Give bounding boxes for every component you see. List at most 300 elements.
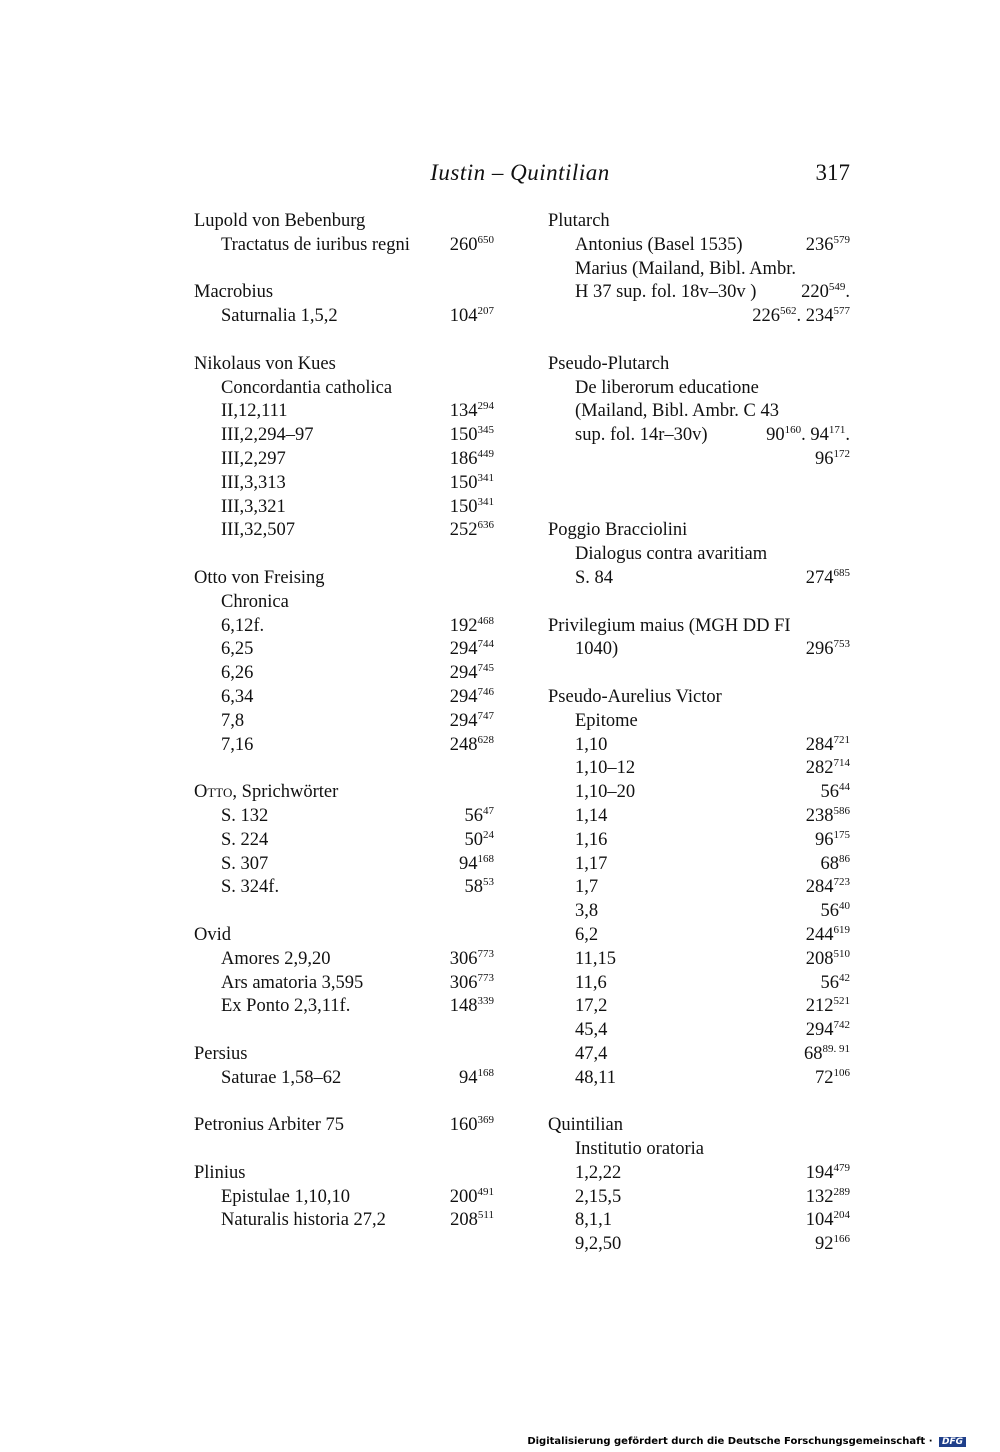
entry-label-text: 3,8 — [575, 901, 599, 922]
entry-label — [194, 1043, 247, 1067]
footnote-number: 510 — [833, 947, 850, 960]
entry-label-text: Marius (Mailand, Bibl. Ambr. — [575, 258, 796, 279]
entry-label — [575, 281, 756, 305]
page-reference — [806, 924, 850, 948]
entry-label — [548, 210, 610, 234]
entry-label-text: Privilegium maius (MGH DD FI — [548, 615, 791, 636]
entry-label — [221, 496, 286, 520]
entry-label — [221, 829, 268, 853]
index-subentry — [194, 972, 494, 996]
page-number-ref: 226 — [752, 306, 780, 327]
footnote-number: 628 — [477, 733, 494, 746]
entry-label — [575, 1186, 621, 1210]
entry-label-text: 11,6 — [575, 972, 607, 993]
footnote-number: 339 — [477, 995, 494, 1008]
page-number-ref: 150 — [449, 496, 478, 517]
entry-label — [575, 1233, 621, 1257]
spacer — [194, 757, 494, 781]
footnote-number: 294 — [477, 400, 494, 413]
page-reference — [450, 638, 494, 662]
entry-label — [548, 1114, 623, 1138]
page-number-ref: 284 — [805, 877, 834, 898]
page-number-ref: 282 — [805, 758, 834, 779]
page-reference — [465, 829, 495, 853]
index-subentry — [194, 829, 494, 853]
entry-label-text: Epitome — [575, 710, 638, 731]
entry-label — [575, 805, 607, 829]
page-reference — [806, 995, 850, 1019]
entry-label — [575, 1209, 612, 1233]
page-number-ref: 274 — [805, 567, 834, 588]
entry-label-text: , Sprichwörter — [232, 782, 339, 803]
page-number-ref: 208 — [450, 1210, 478, 1231]
footnote-number: 172 — [833, 447, 850, 460]
index-subentry — [548, 876, 850, 900]
index-subentry — [194, 377, 494, 401]
page-reference — [450, 972, 494, 996]
entry-label-text: 17,2 — [575, 996, 608, 1017]
page-number-ref: 134 — [449, 401, 478, 422]
index-subentry — [194, 472, 494, 496]
index-subentry — [194, 638, 494, 662]
page-number-ref: 56 — [820, 972, 839, 993]
entry-label — [575, 710, 638, 734]
entry-label-text: 6,12f. — [221, 615, 265, 636]
index-subentry — [548, 853, 850, 877]
page-number-ref: 294 — [805, 1020, 834, 1041]
entry-label — [575, 757, 635, 781]
entry-label — [194, 1114, 344, 1138]
page-number-ref: 96 — [815, 448, 834, 469]
footnote-number: 40 — [839, 900, 850, 913]
footnote-number: 160 — [784, 424, 802, 437]
index-subentry — [194, 734, 494, 758]
page-number-ref: 200 — [449, 1186, 478, 1207]
index-subentry — [194, 519, 494, 543]
footnote-number: 650 — [477, 233, 494, 246]
entry-label-text: Plinius — [194, 1162, 246, 1183]
entry-label-text: Epistulae 1,10,10 — [221, 1186, 350, 1207]
footnote-number: 577 — [833, 305, 850, 318]
spacer — [194, 900, 494, 924]
footnote-number: 721 — [833, 733, 850, 746]
index-entry — [548, 1114, 850, 1138]
page-reference — [806, 567, 850, 591]
entry-label-text: S. 224 — [221, 829, 269, 850]
entry-label — [221, 1209, 386, 1233]
page-number-ref: 234 — [805, 306, 834, 327]
page-number-ref: 252 — [449, 520, 478, 541]
page-reference — [815, 1233, 850, 1257]
entry-label-text: Concordantia catholica — [221, 377, 393, 398]
index-subentry — [194, 305, 494, 329]
entry-label-text: Pseudo-Aurelius Victor — [548, 686, 722, 707]
index-subentry — [548, 829, 850, 853]
entry-label-text: 6,26 — [221, 663, 254, 684]
index-entry — [194, 1114, 494, 1138]
entry-label — [548, 519, 687, 543]
entry-label — [575, 377, 759, 401]
entry-label — [221, 876, 279, 900]
page-reference — [450, 686, 494, 710]
spacer — [194, 329, 494, 353]
index-subentry — [548, 567, 850, 591]
footnote-number: 171 — [828, 424, 846, 437]
entry-label-text: Plutarch — [548, 211, 610, 231]
index-subentry — [194, 424, 494, 448]
entry-label — [548, 353, 669, 377]
spacer — [194, 1019, 494, 1043]
index-subentry — [194, 662, 494, 686]
spacer — [194, 1138, 494, 1162]
footnote-number: 166 — [833, 1233, 850, 1246]
index-subentry — [548, 972, 850, 996]
entry-label — [575, 234, 743, 258]
entry-label-text: Ars amatoria 3,595 — [221, 972, 364, 993]
entry-label — [575, 638, 618, 662]
page-reference — [804, 1043, 850, 1067]
page-reference — [450, 424, 494, 448]
index-subentry — [194, 853, 494, 877]
index-subentry — [194, 1067, 494, 1091]
index-column-right — [548, 210, 850, 1257]
index-subentry — [548, 1233, 850, 1257]
index-subentry — [548, 448, 850, 472]
page-number-ref: 94 — [459, 853, 478, 874]
page-number-ref: 56 — [820, 901, 839, 922]
entry-label-text: 6,34 — [221, 686, 254, 707]
index-subentry — [548, 948, 850, 972]
page-reference — [815, 448, 850, 472]
entry-label-text: 1,7 — [575, 877, 599, 898]
entry-label-text: Naturalis historia 27,2 — [221, 1210, 386, 1231]
page-reference — [450, 615, 494, 639]
page-reference — [766, 424, 850, 448]
page-reference — [801, 281, 850, 305]
footnote-number: 369 — [477, 1114, 494, 1127]
page-number-ref: 220 — [801, 282, 829, 303]
page-number-ref: 90 — [766, 425, 785, 446]
index-subentry — [548, 1043, 850, 1067]
page-number-ref: 56 — [820, 782, 839, 803]
index-subentry — [194, 686, 494, 710]
footnote-number: 747 — [477, 709, 494, 722]
entry-label — [548, 615, 791, 639]
spacer — [548, 496, 850, 520]
entry-label — [575, 1019, 607, 1043]
footnote-number: 773 — [477, 947, 494, 960]
entry-label-text: sup. fol. 14r–30v) — [575, 425, 708, 446]
entry-label-text: Nikolaus von Kues — [194, 353, 336, 374]
spacer — [548, 1090, 850, 1114]
entry-label-text: 1,10 — [575, 734, 608, 755]
page-reference — [806, 1019, 850, 1043]
page-reference — [450, 1114, 494, 1138]
footnote-number: 44 — [839, 781, 850, 794]
entry-label-text: S. 324f. — [221, 877, 280, 898]
footnote-number: 562 — [780, 305, 797, 318]
index-subentry — [194, 805, 494, 829]
entry-label-smallcaps: Otto — [194, 782, 233, 803]
footnote-number: 468 — [477, 614, 494, 627]
index-subentry — [194, 615, 494, 639]
entry-label-text: 1040) — [575, 639, 619, 660]
spacer — [194, 1090, 494, 1114]
entry-label-text: III,32,507 — [221, 520, 295, 541]
index-entry — [194, 781, 494, 805]
entry-label-text: (Mailand, Bibl. Ambr. C 43 — [575, 401, 780, 422]
index-entry — [548, 519, 850, 543]
entry-label-text: II,12,111 — [221, 401, 288, 422]
entry-label-text: 9,2,50 — [575, 1234, 622, 1255]
entry-label-text: Otto von Freising — [194, 567, 325, 588]
page-reference — [806, 948, 850, 972]
page-number-ref: 194 — [805, 1162, 834, 1183]
index-subentry — [548, 734, 850, 758]
index-subentry — [548, 400, 850, 424]
footnote-number: 341 — [477, 471, 494, 484]
index-subentry — [548, 543, 850, 567]
index-entry — [548, 686, 850, 710]
entry-label — [221, 734, 253, 758]
footnote-number: 579 — [833, 233, 850, 246]
index-entry — [194, 1162, 494, 1186]
entry-label-text: III,2,294–97 — [221, 425, 314, 446]
entry-label — [194, 781, 338, 805]
page-reference — [821, 853, 851, 877]
index-subentry — [194, 234, 494, 258]
footnote-number: 47 — [483, 804, 494, 817]
index-subentry — [548, 424, 850, 448]
footnote-number: 42 — [839, 971, 850, 984]
page-reference — [806, 1186, 850, 1210]
index-subentry — [548, 924, 850, 948]
entry-label — [575, 900, 598, 924]
index-subentry — [194, 448, 494, 472]
index-subentry — [194, 496, 494, 520]
entry-label-text: 11,15 — [575, 948, 616, 969]
entry-label-text: 1,10–20 — [575, 782, 636, 803]
entry-label — [194, 567, 325, 591]
entry-label — [194, 281, 273, 305]
entry-label — [194, 353, 336, 377]
entry-label-text: Ovid — [194, 924, 231, 945]
index-entry — [194, 353, 494, 377]
entry-label-text: De liberorum educatione — [575, 377, 759, 398]
entry-label-text: 47,4 — [575, 1043, 608, 1064]
entry-label — [575, 543, 767, 567]
entry-label-text: 2,15,5 — [575, 1186, 622, 1207]
dfg-logo: DFG — [939, 1437, 966, 1447]
page-reference — [459, 853, 494, 877]
entry-label-text: Quintilian — [548, 1115, 624, 1136]
page-number-ref: 104 — [449, 306, 478, 327]
footnote-number: 168 — [477, 1066, 494, 1079]
entry-label — [575, 1067, 616, 1091]
entry-label — [221, 710, 244, 734]
page-number-ref: 148 — [449, 996, 478, 1017]
page-number-ref: 294 — [449, 663, 478, 684]
page-reference — [450, 995, 494, 1019]
footnote-number: 86 — [839, 852, 850, 865]
footnote-number: 773 — [477, 971, 494, 984]
index-subentry — [194, 948, 494, 972]
page-number-ref: 92 — [815, 1234, 834, 1255]
page-reference — [815, 829, 850, 853]
index-subentry — [548, 1138, 850, 1162]
entry-label — [221, 472, 286, 496]
spacer — [548, 472, 850, 496]
index-subentry — [548, 1162, 850, 1186]
entry-label-text: Amores 2,9,20 — [221, 948, 331, 969]
page-reference — [806, 734, 850, 758]
footnote-number: 168 — [477, 852, 494, 865]
index-subentry — [194, 710, 494, 734]
spacer — [194, 543, 494, 567]
footnote-number: 742 — [833, 1019, 850, 1032]
entry-label — [221, 948, 330, 972]
page-number-ref: 248 — [449, 734, 478, 755]
page-number-ref: 260 — [449, 234, 478, 255]
page-number-ref: 294 — [449, 686, 478, 707]
digitization-credit — [527, 1436, 966, 1447]
entry-label — [575, 781, 635, 805]
entry-label — [221, 1186, 350, 1210]
index-subentry — [548, 1067, 850, 1091]
entry-label — [575, 876, 598, 900]
page-number-ref: 96 — [815, 829, 834, 850]
page-number-ref: 132 — [805, 1186, 834, 1207]
entry-label-text: 8,1,1 — [575, 1210, 612, 1231]
index-subentry — [548, 757, 850, 781]
entry-label-text: Dialogus contra avaritiam — [575, 544, 768, 565]
page-reference — [465, 876, 495, 900]
page-reference — [806, 805, 850, 829]
entry-label-text: Pseudo-Plutarch — [548, 353, 670, 374]
entry-label-text: III,2,297 — [221, 448, 286, 469]
index-subentry — [548, 710, 850, 734]
page-reference — [752, 305, 850, 329]
page-number-ref: 294 — [449, 710, 478, 731]
page-number-ref: 68 — [820, 853, 839, 874]
credit-text: Digitalisierung gefördert durch die Deutsche Forschungsgemeinschaft — [527, 1436, 926, 1447]
page-reference — [806, 1209, 850, 1233]
index-entry — [194, 210, 494, 234]
page-reference — [806, 757, 850, 781]
page-number-ref: 236 — [805, 234, 834, 255]
footnote-number: 636 — [477, 519, 494, 532]
page-reference — [821, 972, 851, 996]
index-subentry — [194, 876, 494, 900]
page-reference — [450, 448, 494, 472]
entry-label — [575, 829, 607, 853]
index-entry — [194, 567, 494, 591]
entry-label-text: Institutio oratoria — [575, 1139, 704, 1160]
page-reference — [450, 662, 494, 686]
entry-label — [221, 519, 295, 543]
entry-label-text: Chronica — [221, 591, 289, 612]
entry-label-text: Petronius Arbiter 75 — [194, 1115, 345, 1136]
footnote-number: 289 — [833, 1185, 850, 1198]
entry-label — [575, 995, 607, 1019]
footnote-number: 549 — [828, 281, 846, 294]
footnote-number: 491 — [477, 1185, 494, 1198]
footnote-number: 24 — [483, 828, 494, 841]
entry-label — [575, 924, 598, 948]
footnote-number: 89. 91 — [822, 1042, 850, 1055]
entry-label — [194, 924, 231, 948]
index-subentry — [548, 805, 850, 829]
page-number-ref: 104 — [805, 1210, 834, 1231]
page-reference — [821, 781, 851, 805]
footnote-number: 746 — [477, 685, 494, 698]
entry-label — [221, 638, 253, 662]
entry-label — [548, 686, 722, 710]
spacer — [548, 329, 850, 353]
page-reference — [450, 234, 494, 258]
entry-label — [221, 615, 264, 639]
entry-label-text: Poggio Bracciolini — [548, 520, 688, 541]
footnote-number: 753 — [833, 638, 850, 651]
ref-punctuation: . — [845, 425, 850, 446]
footnote-number: 745 — [477, 662, 494, 675]
page-reference — [815, 1067, 850, 1091]
entry-label-text: 1,17 — [575, 853, 608, 874]
entry-label-text: 48,11 — [575, 1067, 616, 1088]
entry-label — [575, 948, 616, 972]
index-subentry — [548, 1186, 850, 1210]
page-number-ref: 186 — [449, 448, 478, 469]
index-subentry — [548, 377, 850, 401]
footnote-number: 723 — [833, 876, 850, 889]
page-number-ref: 306 — [449, 948, 478, 969]
index-entry — [548, 353, 850, 377]
entry-label-text: 45,4 — [575, 1020, 608, 1041]
spacer — [548, 591, 850, 615]
entry-label-text: 6,25 — [221, 639, 254, 660]
entry-label — [575, 400, 779, 424]
page-number-ref: 160 — [449, 1115, 478, 1136]
index-subentry — [194, 995, 494, 1019]
page-number-ref: 294 — [449, 639, 478, 660]
page-reference — [450, 1186, 494, 1210]
index-subentry — [548, 995, 850, 1019]
index-subentry — [194, 1186, 494, 1210]
footnote-number: 521 — [833, 995, 850, 1008]
page-number-ref: 94 — [810, 425, 829, 446]
page-number-ref: 58 — [464, 877, 483, 898]
footnote-number: 586 — [833, 804, 850, 817]
entry-label-text: III,3,321 — [221, 496, 286, 517]
page-reference — [821, 900, 851, 924]
entry-label — [221, 424, 313, 448]
entry-label-text: 1,10–12 — [575, 758, 636, 779]
page-reference — [450, 496, 494, 520]
page-number-ref: 94 — [459, 1067, 478, 1088]
running-head-title: Iustin – Quintilian — [430, 160, 610, 185]
page-number-ref: 238 — [805, 805, 834, 826]
ref-punctuation: . — [801, 425, 811, 446]
page-number-ref: 212 — [805, 996, 834, 1017]
page-reference — [450, 734, 494, 758]
entry-label — [221, 853, 268, 877]
index-subentry — [548, 781, 850, 805]
entry-label — [221, 377, 392, 401]
page-reference — [465, 805, 495, 829]
index-subentry — [548, 281, 850, 305]
entry-label — [221, 234, 410, 258]
footnote-number: 744 — [477, 638, 494, 651]
